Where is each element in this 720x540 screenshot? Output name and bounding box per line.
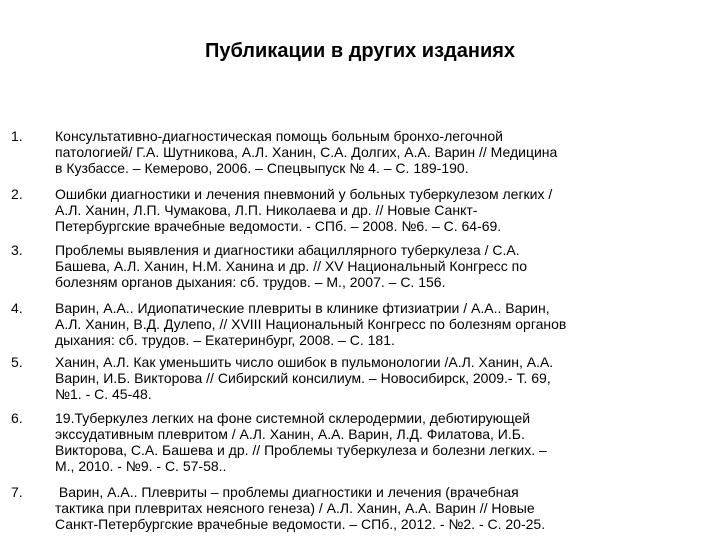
item-number: 3. xyxy=(11,242,23,258)
item-text: 19.Туберкулез легких на фоне системной склеродермии, дебютирующей экссудативным плевритом / А.Л. Ханин, А.А. Варин, Л.Д. Филатова, И.Б. Викторова, С.А. Башева и др. // Проблемы туберкулеза и болезни легких. – М., 2010. - №9. - С. 57-58.. xyxy=(55,410,547,474)
item-text: Варин, А.А.. Плевриты – проблемы диагностики и лечения (врачебная тактика при плевритах неясного генеза) / А.Л. Ханин, А.А. Варин // Новые Санкт-Петербургские врачебные ведомости. – СПб., 2012. - №2. - С. 20-25. xyxy=(55,484,546,532)
item-number: 6. xyxy=(11,410,23,426)
item-text: Ошибки диагностики и лечения пневмоний у больных туберкулезом легких / А.Л. Ханин, Л.П. Чумакова, Л.П. Николаева и др. // Новые Санкт- Петербургские врачебные ведомости. - СПб. – 2008. №6. – С. 64-69. xyxy=(55,186,553,234)
item-text: Консультативно-диагностическая помощь больным бронхо-легочной патологией/ Г.А. Шутникова, А.Л. Ханин, С.А. Долгих, А.А. Варин // Медицина в Кузбассе. – Кемерово, 2006. – Спецвыпуск № 4. – С. 189-190. xyxy=(55,128,558,176)
page-title: Публикации в других изданиях xyxy=(204,40,516,62)
item-text: Проблемы выявления и диагностики абациллярного туберкулеза / С.А. Башева, А.Л. Ханин, Н.М. Ханина и др. // XV Национальный Конгресс по болезням органов дыхания: сб. трудов. – М., 2007. – С. 156. xyxy=(55,242,528,290)
item-number: 2. xyxy=(11,186,23,202)
item-number: 7. xyxy=(11,484,23,500)
item-number: 1. xyxy=(11,128,23,144)
item-number: 4. xyxy=(11,300,23,316)
item-number: 5. xyxy=(11,354,23,370)
item-text: Ханин, А.Л. Как уменьшить число ошибок в пульмонологии /А.Л. Ханин, А.А. Варин, И.Б. Викторова // Сибирский консилиум. – Новосибирск, 2009.- Т. 69, №1. - С. 45-48. xyxy=(55,354,554,402)
item-text: Варин, А.А.. Идиопатические плевриты в клинике фтизиатрии / А.А.. Варин, А.Л. Ханин, В.Д. Дулепо, // XVIII Национальный Конгресс по болезням органов дыхания: сб. трудов. – Екатеринбург, 2008. – С. 181. xyxy=(55,300,567,348)
